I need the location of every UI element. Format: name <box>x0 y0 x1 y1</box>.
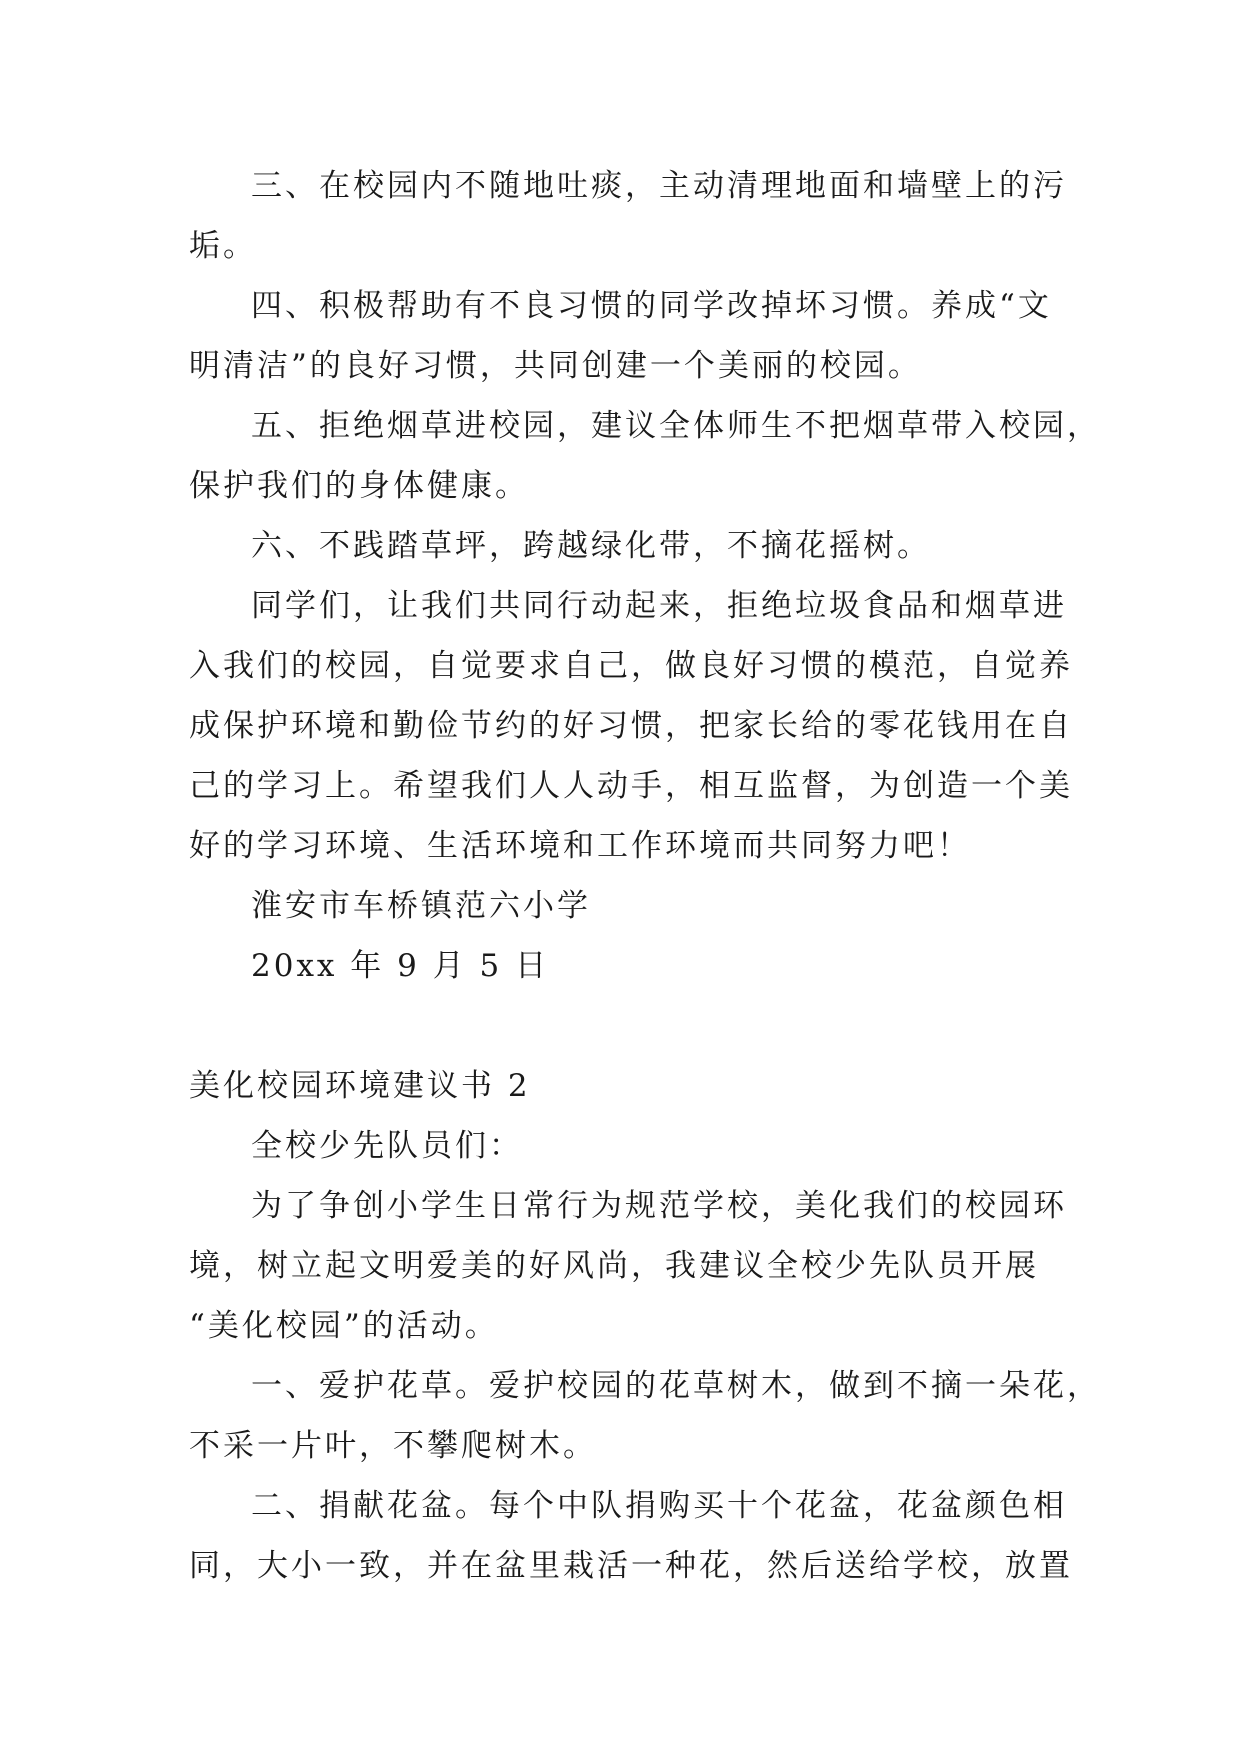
text-line: 同，大小一致，并在盆里栽活一种花，然后送给学校，放置 <box>189 1548 1073 1584</box>
date-text: 20xx 年 9 月 5 日 <box>251 948 550 984</box>
text-line: 垢。 <box>189 228 257 264</box>
paragraph-intro <box>189 1176 1067 1356</box>
text-line: 不采一片叶，不攀爬树木。 <box>189 1428 597 1464</box>
paragraph-item-3 <box>189 156 1067 276</box>
text-line: 为了争创小学生日常行为规范学校，美化我们的校园环 <box>251 1188 1067 1224</box>
paragraph-item-1 <box>189 1356 1101 1476</box>
text-line: 二、捐献花盆。每个中队捐购买十个花盆，花盆颜色相 <box>251 1488 1067 1524</box>
paragraph-item-2 <box>189 1476 1073 1596</box>
text-line: 入我们的校园，自觉要求自己，做良好习惯的模范，自觉养 <box>189 648 1073 684</box>
paragraph-appeal <box>189 576 1073 876</box>
text-line: 六、不践踏草坪，跨越绿化带，不摘花摇树。 <box>251 528 931 564</box>
greeting <box>189 1116 1053 1176</box>
text-line: 保护我们的身体健康。 <box>189 468 529 504</box>
document-body <box>189 156 1101 1596</box>
text-line: 己的学习上。希望我们人人动手，相互监督，为创造一个美 <box>189 768 1073 804</box>
signature-text: 淮安市车桥镇范六小学 <box>251 888 591 924</box>
paragraph-item-6 <box>189 516 1053 576</box>
signature <box>189 876 1053 936</box>
text-line: 成保护环境和勤俭节约的好习惯，把家长给的零花钱用在自 <box>189 708 1073 744</box>
paragraph-item-5 <box>189 396 1101 516</box>
text-line: “美化校园”的活动。 <box>189 1308 499 1344</box>
text-line: 五、拒绝烟草进校园，建议全体师生不把烟草带入校园， <box>251 408 1101 444</box>
date <box>189 936 1053 996</box>
paragraph-item-4 <box>189 276 1053 396</box>
greeting-text: 全校少先队员们： <box>251 1128 523 1164</box>
text-line: 明清洁”的良好习惯，共同创建一个美丽的校园。 <box>189 348 922 384</box>
section-spacer <box>189 996 1053 1056</box>
text-line: 境，树立起文明爱美的好风尚，我建议全校少先队员开展 <box>189 1248 1039 1284</box>
text-line: 一、爱护花草。爱护校园的花草树木，做到不摘一朵花， <box>251 1368 1101 1404</box>
text-line: 三、在校园内不随地吐痰，主动清理地面和墙壁上的污 <box>251 168 1067 204</box>
text-line: 四、积极帮助有不良习惯的同学改掉坏习惯。养成“文 <box>251 288 1052 324</box>
text-line: 同学们，让我们共同行动起来，拒绝垃圾食品和烟草进 <box>251 588 1067 624</box>
text-line: 好的学习环境、生活环境和工作环境而共同努力吧！ <box>189 828 971 864</box>
section-title-text: 美化校园环境建议书 2 <box>189 1068 531 1104</box>
section-title <box>189 1056 1053 1116</box>
